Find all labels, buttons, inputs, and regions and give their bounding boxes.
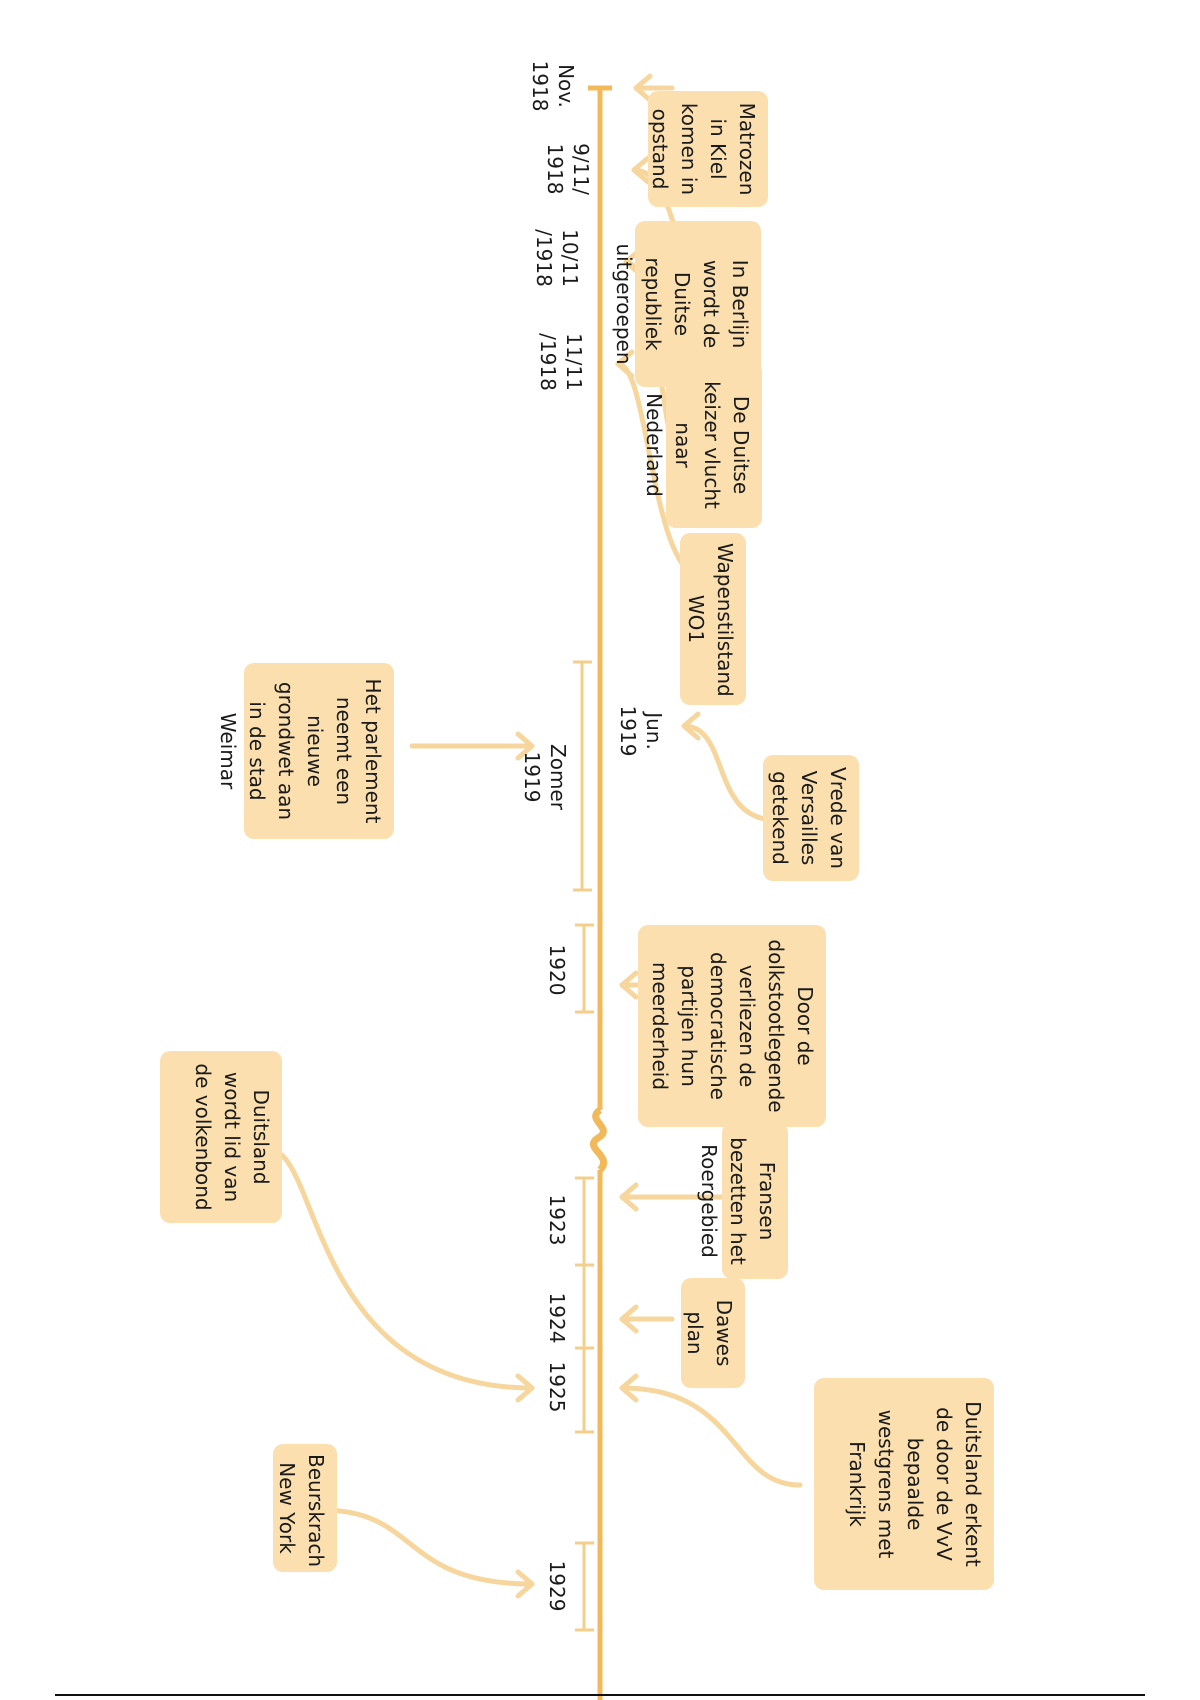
event-weimar: Het parlement neemt een nieuwe grondwet aan in de stad Weimar (244, 663, 394, 839)
date-jun-1919: Jun. 1919 (616, 705, 666, 757)
date-zomer-1919: Zomer 1919 (520, 744, 570, 810)
event-dolkstoot: Door de dolkstootlegende verliezen de democratische partijen hun meerderheid (638, 925, 826, 1127)
range-bracket-1923 (575, 1178, 594, 1265)
date-1920: 1920 (545, 944, 569, 996)
timeline-break-squiggle (593, 1110, 603, 1170)
range-bracket-1920 (575, 925, 594, 1012)
event-republiek: In Berlijn wordt de Duitse republiek uitgeroepen (635, 221, 761, 387)
date-1923: 1923 (545, 1194, 569, 1246)
event-westgrens: Duitsland erkent de door de VvV bepaalde westgrens met Frankrijk (814, 1378, 994, 1590)
connector-beurskrach (322, 1510, 532, 1596)
range-bracket-1925 (575, 1348, 594, 1432)
event-beurskrach: Beurskrach New York (273, 1444, 337, 1572)
date-1924: 1924 (545, 1292, 569, 1344)
range-bracket-1929 (575, 1543, 594, 1630)
event-kiel: Matrozen in Kiel komen in opstand (648, 91, 768, 207)
date-10-11-1918: 10/11 /1918 (532, 229, 582, 287)
event-wapenstilstand: Wapenstilstand WO1 (680, 533, 746, 705)
range-bracket-zomer-1919 (573, 662, 592, 890)
event-keizer: De Duitse keizer vlucht naar Nederland (666, 362, 762, 528)
connector-weimar (412, 734, 532, 758)
connector-dawes (622, 1307, 672, 1331)
event-roergebied: Fransen bezetten het Roergebied (722, 1123, 788, 1279)
date-1929: 1929 (545, 1560, 569, 1612)
date-1925: 1925 (545, 1361, 569, 1413)
event-versailles: Vrede van Versailles getekend (763, 755, 859, 881)
date-nov-1918: Nov. 1918 (528, 60, 578, 112)
range-bracket-1924 (575, 1265, 594, 1348)
connector-volkenbond (270, 1150, 532, 1400)
event-dawes: Dawes plan (681, 1278, 745, 1388)
date-9-11-1918: 9/11/ 1918 (543, 143, 593, 195)
date-11-11-1918: 11/11 /1918 (536, 333, 586, 391)
connector-westgrens (622, 1376, 800, 1485)
event-volkenbond: Duitsland wordt lid van de volkenbond (160, 1051, 282, 1223)
bottom-divider (55, 1694, 1145, 1696)
